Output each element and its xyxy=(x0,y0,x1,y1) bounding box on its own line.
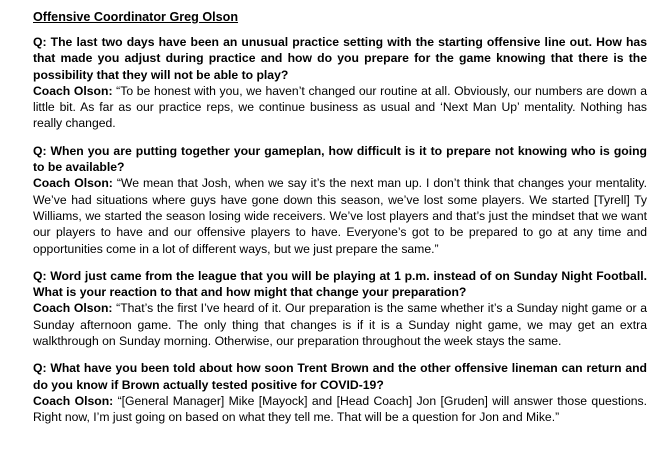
answer-paragraph xyxy=(33,300,647,349)
question-text: Q: The last two days have been an unusual practice setting with the starting offensive line out. How has that made you adjust during practice and how do you prepare for the game knowing that there is the possibility that they will not be able to play? xyxy=(33,35,647,82)
answer-paragraph xyxy=(33,175,647,256)
answer-paragraph xyxy=(33,83,647,132)
speaker-label: Coach Olson: xyxy=(33,393,114,408)
speaker-label: Coach Olson: xyxy=(33,83,113,98)
answer-text: “We mean that Josh, when we say it’s the next man up. I don’t think that changes your mentality. We’ve had situations where guys have gone down this season, we’ve lost some players. We started [Tyrell] Ty Williams, we started the season losing wide receivers. We’ve lost players and that’s just the mindset that we want our players to have and our offensive players to have. Everyone’s got to be prepared to go at any time and opportunities come in a lot of different ways, but we just prepare the same.” xyxy=(33,176,648,256)
answer-text: “To be honest with you, we haven’t changed our routine at all. Obviously, our numbers are down a little bit. As far as our practice reps, we continue business as usual and ‘Next Man Up’ mentality. Nothing has really changed. xyxy=(33,83,647,131)
question-text: Q: When you are putting together your gameplan, how difficult is it to prepare not knowing who is going to be available? xyxy=(33,143,647,175)
speaker-label: Coach Olson: xyxy=(33,301,113,316)
answer-text: “That’s the first I’ve heard of it. Our preparation is the same whether it’s a Sunday night game or a Sunday afternoon game. The only thing that changes is if it is a Sunday night game, we may get an extra walkthrough on Sunday morning. Otherwise, our preparation throughout the week stays the same. xyxy=(33,301,647,349)
answer-paragraph xyxy=(33,393,647,426)
qa-block xyxy=(33,34,647,132)
qa-block xyxy=(33,143,647,257)
qa-block xyxy=(33,268,647,349)
question-text: Q: Word just came from the league that you will be playing at 1 p.m. instead of on Sunday Night Football. What is your reaction to that and how might that change your preparation? xyxy=(33,268,647,300)
document-title: Offensive Coordinator Greg Olson xyxy=(33,10,239,24)
question-text: Q: What have you been told about how soon Trent Brown and the other offensive lineman can return and do you know if Brown actually tested positive for COVID-19? xyxy=(33,361,647,392)
qa-block xyxy=(33,360,647,425)
answer-text: “[General Manager] Mike [Mayock] and [Head Coach] Jon [Gruden] will answer those questions. Right now, I’m just going on based on what they tell me. That will be a question for Jon and Mike.” xyxy=(33,393,647,425)
speaker-label: Coach Olson: xyxy=(33,176,113,191)
